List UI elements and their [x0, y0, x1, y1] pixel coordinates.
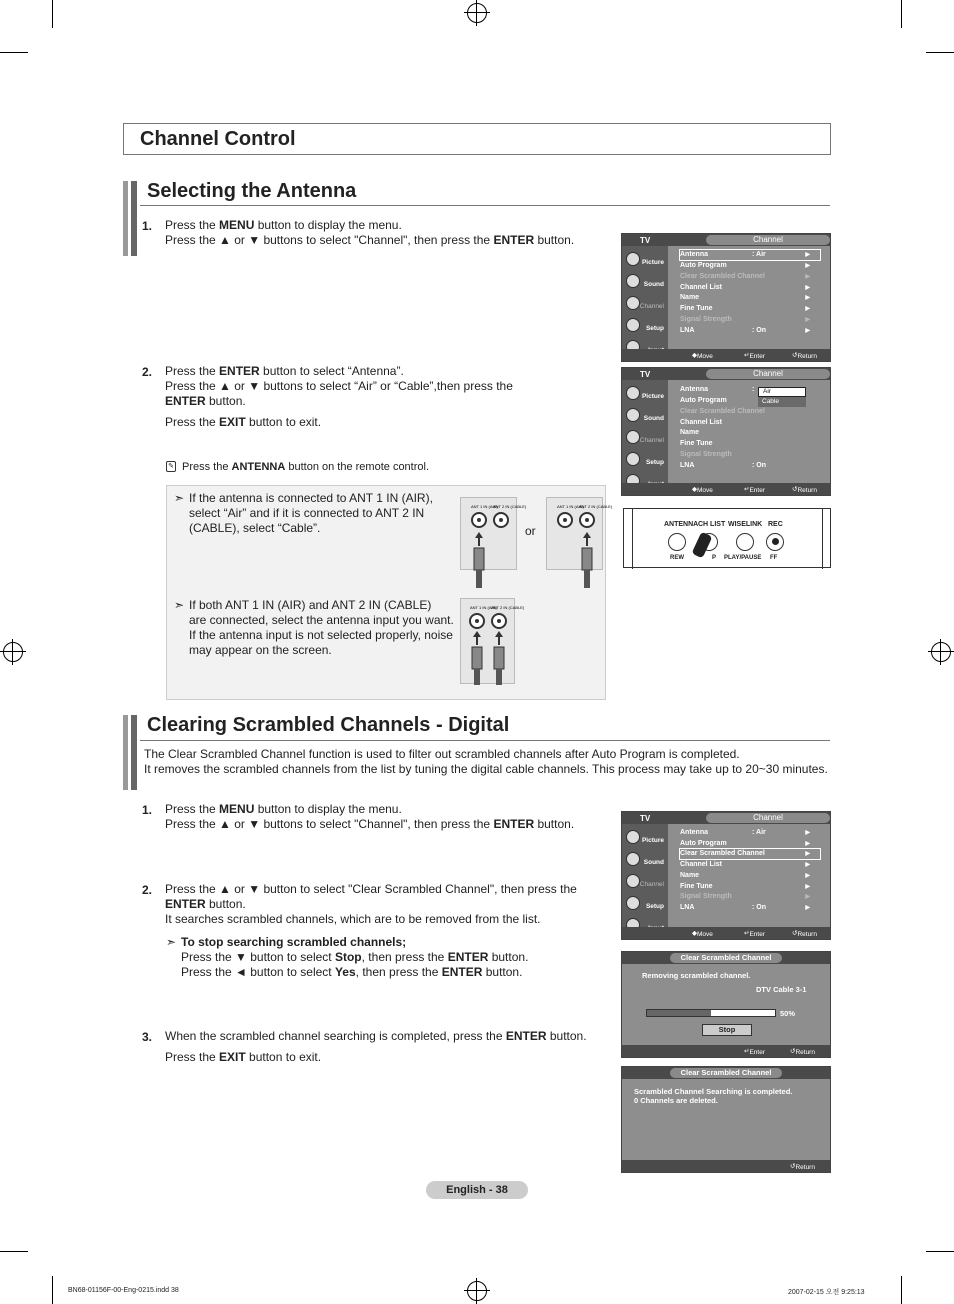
registration-mark-icon: [3, 642, 23, 662]
antenna-jack-illustration: [460, 598, 525, 684]
svg-text:ANT 2 IN (CABLE): ANT 2 IN (CABLE): [491, 605, 525, 610]
channel-icon: [626, 296, 640, 310]
return-hint: ↺ Return: [792, 930, 817, 938]
tv-menu-screen: TV Channel Picture Sound Channel Setup Antenna : Air Cable Auto Program Clear Scrambled Channel Channel List Name Fine Tune Signal Strength LNA : On ◆ Move ↵ Enter ↺ Return: [621, 367, 831, 496]
chlist-button-label: CH LIST: [698, 521, 726, 528]
chapter-title: Channel Control: [140, 128, 296, 150]
tv-menu-screen: TV Channel Picture Sound Channel Setup Antenna : Air ▶ Auto Program ▶ Clear Scrambled Channel ▶ Channel List ▶ Name ▶ Fine Tune ▶ Signal Strength ▶ LNA : On ▶ ◆ Move ↵ Enter ↺ Return: [621, 811, 831, 940]
menu-row-antenna[interactable]: Antenna : Air ▶: [680, 250, 820, 260]
clear-scrambled-complete-dialog: [621, 1066, 831, 1173]
setup-icon: [626, 896, 640, 910]
step-number: 2.: [142, 365, 153, 379]
dialog-status: Removing scrambled channel.: [642, 971, 751, 980]
menu-row[interactable]: Signal Strength ▶: [680, 316, 810, 323]
registration-mark-icon: [467, 1281, 487, 1301]
menu-sound[interactable]: Sound: [624, 272, 666, 292]
step-2-exit-text: Press the EXIT button to exit.: [165, 415, 322, 429]
channel-icon: [626, 874, 640, 888]
rew-label: REW: [670, 555, 684, 561]
stop-button[interactable]: Stop: [702, 1024, 752, 1036]
antenna-button[interactable]: [668, 533, 686, 551]
return-hint: ↺ Return: [792, 352, 817, 360]
menu-picture[interactable]: Picture: [624, 250, 666, 270]
crop-mark: [52, 1276, 53, 1304]
menu-setup[interactable]: Setup: [624, 894, 666, 914]
step-number: 3.: [142, 1030, 153, 1044]
menu-row[interactable]: Clear Scrambled Channel ▶: [680, 273, 810, 280]
svg-text:ANT 1 IN (AIR): ANT 1 IN (AIR): [557, 504, 584, 509]
menu-picture[interactable]: Picture: [624, 384, 666, 404]
progress-fill: [647, 1010, 711, 1016]
dialog-message: Scrambled Channel Searching is completed.: [634, 1087, 793, 1096]
menu-row[interactable]: Name: [680, 429, 700, 436]
crop-mark: [901, 1276, 902, 1304]
enter-hint: ↵ Enter: [744, 486, 765, 494]
step-1-text: Press the MENU button to display the menu. Press the ▲ or ▼ buttons to select "Channel", then press the ENTER button.: [165, 218, 575, 247]
svg-text:ANT 1 IN (AIR): ANT 1 IN (AIR): [470, 605, 497, 610]
note-arrow-icon: ➣: [174, 598, 185, 612]
step-3-exit-text: Press the EXIT button to exit.: [165, 1050, 322, 1064]
sound-icon: [626, 274, 640, 288]
option-air[interactable]: Air: [758, 387, 806, 397]
channel-icon: [626, 430, 640, 444]
menu-row[interactable]: LNA : On: [680, 462, 766, 469]
section-bar: [123, 181, 137, 256]
menu-row[interactable]: Auto Program ▶: [680, 262, 810, 269]
menu-setup[interactable]: Setup: [624, 316, 666, 336]
step-number: 1.: [142, 219, 153, 233]
note-1: If the antenna is connected to ANT 1 IN (AIR), select “Air” and if it is connected to ANT 2 IN (CABLE), select “Cable”.: [189, 491, 433, 535]
crop-mark: [926, 52, 954, 53]
step-number: 1.: [142, 803, 153, 817]
section-divider: [140, 205, 830, 206]
move-hint: ◆ Move: [692, 352, 713, 360]
menu-row-antenna[interactable]: Antenna :: [680, 386, 755, 393]
svg-text:ANT 2 IN (CABLE): ANT 2 IN (CABLE): [579, 504, 613, 509]
menu-row[interactable]: Channel List ▶: [680, 284, 810, 291]
sound-icon: [626, 852, 640, 866]
menu-row[interactable]: Name ▶: [680, 872, 810, 879]
antenna-jack-illustration: [546, 497, 613, 570]
dialog-message: 0 Channels are deleted.: [634, 1096, 718, 1105]
move-hint: ◆ Move: [692, 486, 713, 494]
step-2-text: Press the ▲ or ▼ button to select "Clear Scrambled Channel", then press the ENTER button. It searches scrambled channels, which are to be removed from the list.: [165, 882, 577, 926]
menu-row[interactable]: Clear Scrambled Channel: [680, 408, 765, 415]
p-label: P: [712, 555, 717, 561]
clear-scrambled-progress-dialog: [621, 951, 831, 1058]
rec-button[interactable]: [766, 533, 784, 551]
dialog-title: Clear Scrambled Channel: [670, 953, 782, 963]
option-cable[interactable]: Cable: [758, 397, 806, 407]
menu-row[interactable]: Fine Tune ▶: [680, 305, 810, 312]
antenna-jack-illustration: [460, 497, 527, 570]
menu-row[interactable]: Auto Program: [680, 397, 727, 404]
stop-note: To stop searching scrambled channels; Press the ▼ button to select Stop, then press the ENTER button. Press the ◄ button to select Yes, then press the ENTER button.: [181, 935, 529, 979]
ff-label: FF: [770, 555, 778, 561]
enter-hint: ↵ Enter: [744, 930, 765, 938]
playpause-label: PLAY/PAUSE: [724, 555, 762, 561]
step-2-text: Press the ENTER button to select “Antenna”. Press the ▲ or ▼ buttons to select “Air” or “Cable”,then press the ENTER button.: [165, 364, 513, 408]
crop-mark: [0, 1251, 28, 1252]
svg-text:ANT 1 IN (AIR): ANT 1 IN (AIR): [471, 504, 498, 509]
menu-row[interactable]: Channel List ▶: [680, 861, 810, 868]
menu-row-antenna[interactable]: Antenna : Air ▶: [680, 829, 810, 836]
return-hint: ↺ Return: [792, 486, 817, 494]
step-1-text: Press the MENU button to display the menu. Press the ▲ or ▼ buttons to select "Channel", then press the ENTER button.: [165, 802, 575, 831]
note-arrow-icon: ➣: [174, 491, 185, 505]
menu-row[interactable]: LNA : On ▶: [680, 904, 810, 911]
setup-icon: [626, 318, 640, 332]
step-3-text: When the scrambled channel searching is completed, press the ENTER button.: [165, 1029, 587, 1043]
menu-row[interactable]: Signal Strength ▶: [680, 893, 810, 900]
menu-row[interactable]: Fine Tune ▶: [680, 883, 810, 890]
section-divider: [140, 740, 830, 741]
remote-note: Press the ANTENNA button on the remote control.: [182, 461, 430, 473]
remote-control-illustration: [623, 508, 831, 568]
progress-bar: [646, 1009, 776, 1017]
file-slug: BN68-01156F-00-Eng-0215.indd 38: [68, 1287, 179, 1294]
menu-channel[interactable]: Channel: [624, 428, 666, 448]
crop-mark: [901, 0, 902, 28]
menu-sound[interactable]: Sound: [624, 406, 666, 426]
move-hint: ◆ Move: [692, 930, 713, 938]
menu-row-clear-scrambled[interactable]: Clear Scrambled Channel ▶: [680, 849, 820, 859]
menu-row[interactable]: Auto Program ▶: [680, 840, 810, 847]
or-label: or: [525, 524, 536, 538]
dialog-title: Clear Scrambled Channel: [670, 1068, 782, 1078]
setup-icon: [626, 452, 640, 466]
section-bar: [123, 715, 137, 790]
crop-mark: [52, 0, 53, 28]
picture-icon: [626, 830, 640, 844]
menu-channel[interactable]: Channel: [624, 872, 666, 892]
rec-button-label: REC: [768, 521, 783, 528]
menu-sound[interactable]: Sound: [624, 850, 666, 870]
tv-menu-screen: TV Channel Picture Sound Channel Setup Antenna : Air ▶ Auto Program ▶ Clear Scrambled Channel ▶ Channel List ▶ Name ▶ Fine Tune ▶ Signal Strength ▶ LNA : On ▶ ◆ Move ↵ Enter ↺ Return: [621, 233, 831, 362]
return-hint: ↺ Return: [790, 1048, 815, 1056]
picture-icon: [626, 252, 640, 266]
menu-channel[interactable]: Channel: [624, 294, 666, 314]
progress-label: 50%: [780, 1009, 796, 1018]
note-arrow-icon: ➣: [166, 935, 177, 949]
wiselink-button-label: WISELINK: [728, 521, 763, 528]
section-title: Selecting the Antenna: [147, 180, 357, 202]
wiselink-button[interactable]: [736, 533, 754, 551]
menu-row[interactable]: Fine Tune: [680, 440, 713, 447]
enter-hint: ↵ Enter: [744, 1048, 765, 1056]
enter-hint: ↵ Enter: [744, 352, 765, 360]
menu-setup[interactable]: Setup: [624, 450, 666, 470]
antenna-button-label: ANTENNA: [664, 521, 699, 528]
menu-row[interactable]: Name ▶: [680, 294, 810, 301]
crop-mark: [0, 52, 28, 53]
menu-row[interactable]: Channel List: [680, 419, 723, 426]
step-number: 2.: [142, 883, 153, 897]
sound-icon: [626, 408, 640, 422]
remote-icon: ✎: [166, 461, 176, 472]
note-2: If both ANT 1 IN (AIR) and ANT 2 IN (CABLE) are connected, select the antenna input you want. If the antenna input is not selected properly, noise may appear on the screen.: [189, 598, 454, 657]
menu-row[interactable]: LNA : On ▶: [680, 327, 810, 334]
return-hint: ↺ Return: [790, 1163, 815, 1171]
svg-text:ANT 2 IN (CABLE): ANT 2 IN (CABLE): [493, 504, 527, 509]
chapter-header: [123, 123, 831, 155]
page-number: English - 38: [426, 1181, 528, 1199]
date-slug: 2007-02-15 오전 9:25:13: [788, 1289, 865, 1296]
section-title: Clearing Scrambled Channels - Digital: [147, 714, 510, 736]
registration-mark-icon: [931, 642, 951, 662]
intro-text: The Clear Scrambled Channel function is used to filter out scrambled channels after Auto Program is completed. It removes the scrambled channels from the list by tuning the digital cable channels. This process may take up to 20~30 minutes.: [144, 747, 828, 776]
menu-picture[interactable]: Picture: [624, 828, 666, 848]
crop-mark: [926, 1251, 954, 1252]
registration-mark-icon: [467, 3, 487, 23]
menu-row[interactable]: Signal Strength: [680, 451, 732, 458]
dialog-channel: DTV Cable 3-1: [756, 985, 807, 994]
picture-icon: [626, 386, 640, 400]
